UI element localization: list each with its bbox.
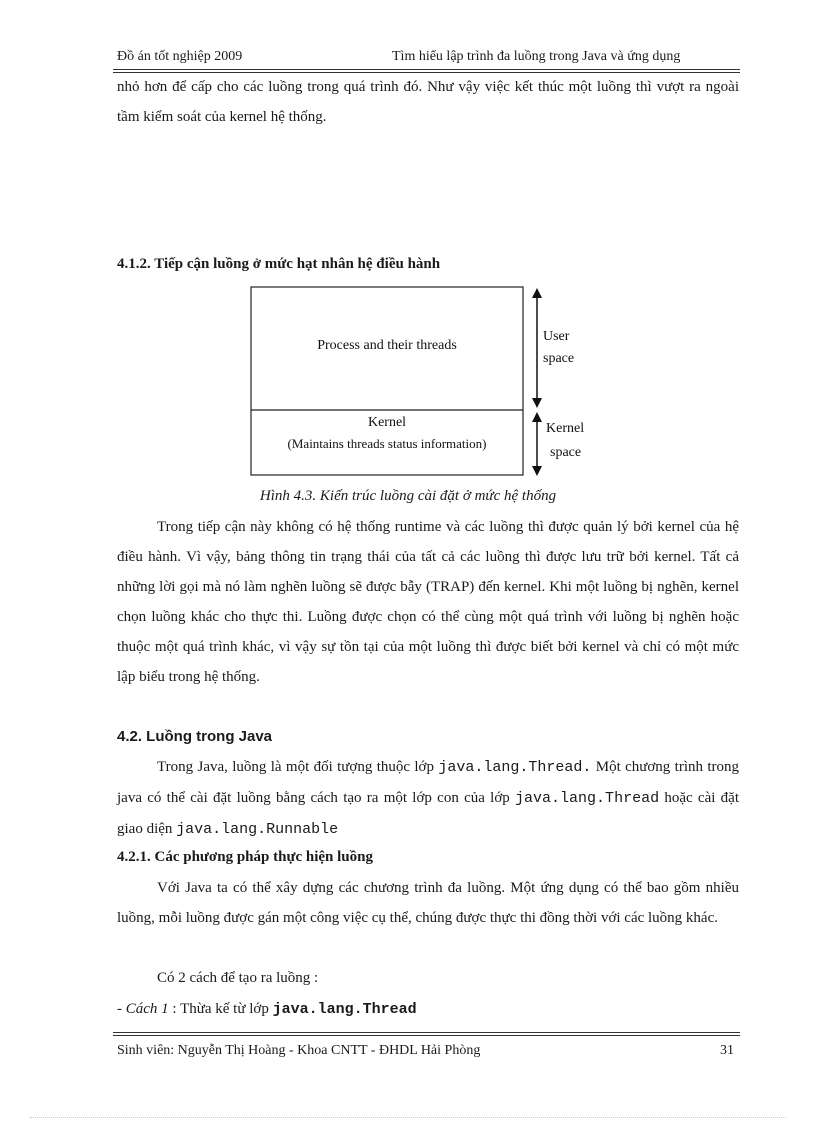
methods-paragraph: Với Java ta có thể xây dựng các chương trình đa luồng. Một ứng dụng có thể bao gồm nhiều luồng, mỗi luồng được gán một công việc cụ thể, chúng được thực thi đồng thời với các luồng khác. <box>117 880 739 926</box>
intro-paragraph: nhỏ hơn để cấp cho các luồng trong quá trình đó. Như vậy việc kết thúc một luồng thì vượt ra ngoài tầm kiểm soát của kernel hệ thống. <box>117 79 739 125</box>
method-1-item <box>117 994 739 1025</box>
page-number: 31 <box>720 1043 734 1058</box>
page-edge-dotted-line <box>30 1117 786 1118</box>
user-space-label-1: User <box>543 329 570 344</box>
figure-caption: Hình 4.3. Kiến trúc luồng cài đặt ở mức hệ thống <box>259 488 557 504</box>
section-heading-4-2-1: 4.2.1. Các phương pháp thực hiện luồng <box>117 849 373 865</box>
kernel-info-label: (Maintains threads status information) <box>287 436 487 451</box>
section-heading-4-1-2: 4.1.2. Tiếp cận luồng ở mức hạt nhân hệ điều hành <box>117 256 441 272</box>
footer-rule <box>113 1032 740 1033</box>
method-1-dash: - <box>117 1001 126 1017</box>
java-thread-text-b: Một chương trình trong java có thể cài đặt luồng bằng cách tạo ra một lớp con của lớp <box>117 759 739 806</box>
java-thread-code-1: java.lang.Thread. <box>438 759 592 776</box>
java-thread-text-c: hoặc cài đặt giao diện <box>117 790 739 837</box>
running-header-left: Đồ án tốt nghiệp 2009 <box>117 49 243 64</box>
user-space-label-2: space <box>543 351 575 366</box>
java-thread-paragraph <box>117 752 739 845</box>
kernel-label: Kernel <box>367 415 407 430</box>
java-thread-code-3: java.lang.Runnable <box>176 821 339 838</box>
process-threads-label: Process and their threads <box>317 338 457 353</box>
kernel-space-label-1: Kernel <box>546 421 585 436</box>
java-thread-text-a: Trong Java, luồng là một đối tượng thuộc lớp <box>157 759 439 775</box>
user-arrow-head-down <box>532 398 542 408</box>
two-ways-paragraph: Có 2 cách để tạo ra luồng : <box>157 970 319 986</box>
section-heading-4-2: 4.2. Luồng trong Java <box>117 728 273 745</box>
footer-author: Sinh viên: Nguyễn Thị Hoàng - Khoa CNTT - ĐHDL Hải Phòng <box>117 1043 481 1058</box>
running-header-right: Tìm hiểu lập trình đa luồng trong Java và ứng dụng <box>392 49 681 64</box>
method-1-label: Cách 1 <box>125 1001 169 1017</box>
footer-rule-double <box>113 1035 740 1036</box>
kernel-arrow-head-down <box>532 466 542 476</box>
method-1-code: java.lang.Thread <box>272 1001 417 1018</box>
method-1-text: : Thừa kế từ lớp <box>168 1001 273 1017</box>
kernel-thread-architecture-figure <box>250 286 608 478</box>
kernel-space-label-2: space <box>550 445 582 460</box>
header-rule <box>113 69 740 70</box>
java-thread-code-2: java.lang.Thread <box>515 790 660 807</box>
user-arrow-head-up <box>532 288 542 298</box>
kernel-arrow-head-up <box>532 412 542 422</box>
kernel-approach-paragraph: Trong tiếp cận này không có hệ thống runtime và các luồng thì được quản lý bởi kernel của hệ điều hành. Vì vậy, bảng thông tin trạng thái của tất cả các luồng thì được lưu trữ bởi kernel. Tất cả những lời gọi mà nó làm nghẽn luồng sẽ được bẫy (TRAP) đến kernel. Khi một luồng bị nghẽn, kernel chọn luồng khác cho thực thi. Luồng được chọn có thể cùng một quá trình với luồng bị nghẽn hoặc thuộc một quá trình khác, vì vậy sự tồn tại của một luồng thì được biết bởi kernel và chỉ có một mức lập biểu trong hệ thống. <box>117 519 739 685</box>
